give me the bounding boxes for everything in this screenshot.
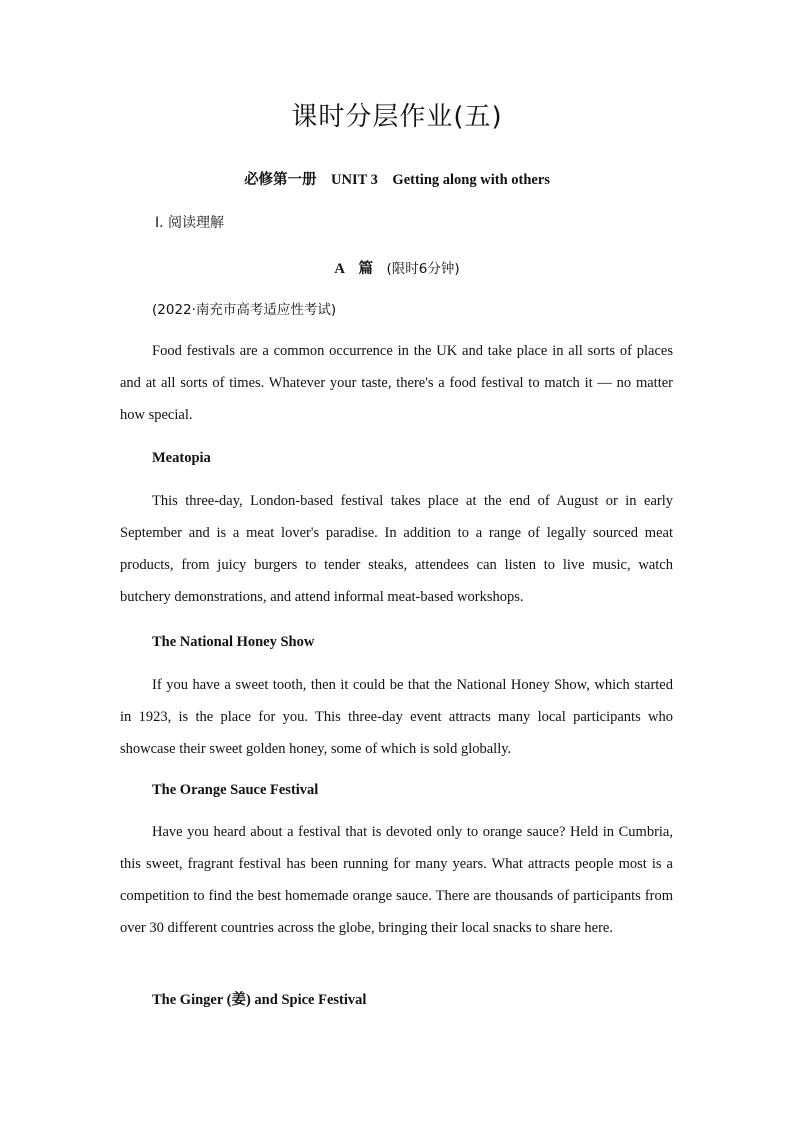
page-subtitle: 必修第一册 UNIT 3 Getting along with others: [244, 172, 550, 188]
subheading-meatopia: Meatopia: [152, 450, 211, 466]
subheading-honey-show: The National Honey Show: [152, 634, 315, 650]
paragraph-orange-sauce: Have you heard about a festival that is devoted only to orange sauce? Held in Cumbria, this sweet, fragrant festival has been running for many years. What attracts people most is a competition to find the best homemade orange sauce. There are thousands of participants from over 30 different countries across the globe, bringing their local snacks to share here.: [120, 824, 673, 936]
passage-source: (2022·南充市高考适应性考试): [152, 302, 337, 318]
paragraph-meatopia: This three-day, London-based festival takes place at the end of August or in early September and is a meat lover's paradise. In addition to a range of legally sourced meat products, from juicy burgers to tender steaks, attendees can listen to live music, watch butchery demonstrations, and attend informal meat-based workshops.: [120, 493, 673, 605]
paragraph-honey-show: If you have a sweet tooth, then it could be that the National Honey Show, which started in 1923, is the place for you. This three-day event attracts many local participants who showcase their sweet golden honey, some of which is sold globally.: [120, 677, 673, 757]
passage-label: A 篇: [334, 261, 374, 277]
intro-paragraph: Food festivals are a common occurrence in the UK and take place in all sorts of places and at all sorts of times. Whatever your taste, there's a food festival to match it — no matter how special.: [120, 343, 673, 423]
page-title: 课时分层作业(五): [291, 102, 503, 132]
section-heading: Ⅰ. 阅读理解: [155, 215, 225, 231]
passage-heading: [0, 257, 794, 278]
subheading-ginger-spice: The Ginger (姜) and Spice Festival: [152, 992, 367, 1008]
subheading-orange-sauce: The Orange Sauce Festival: [152, 782, 319, 798]
passage-time-limit: (限时6分钟): [373, 261, 460, 277]
